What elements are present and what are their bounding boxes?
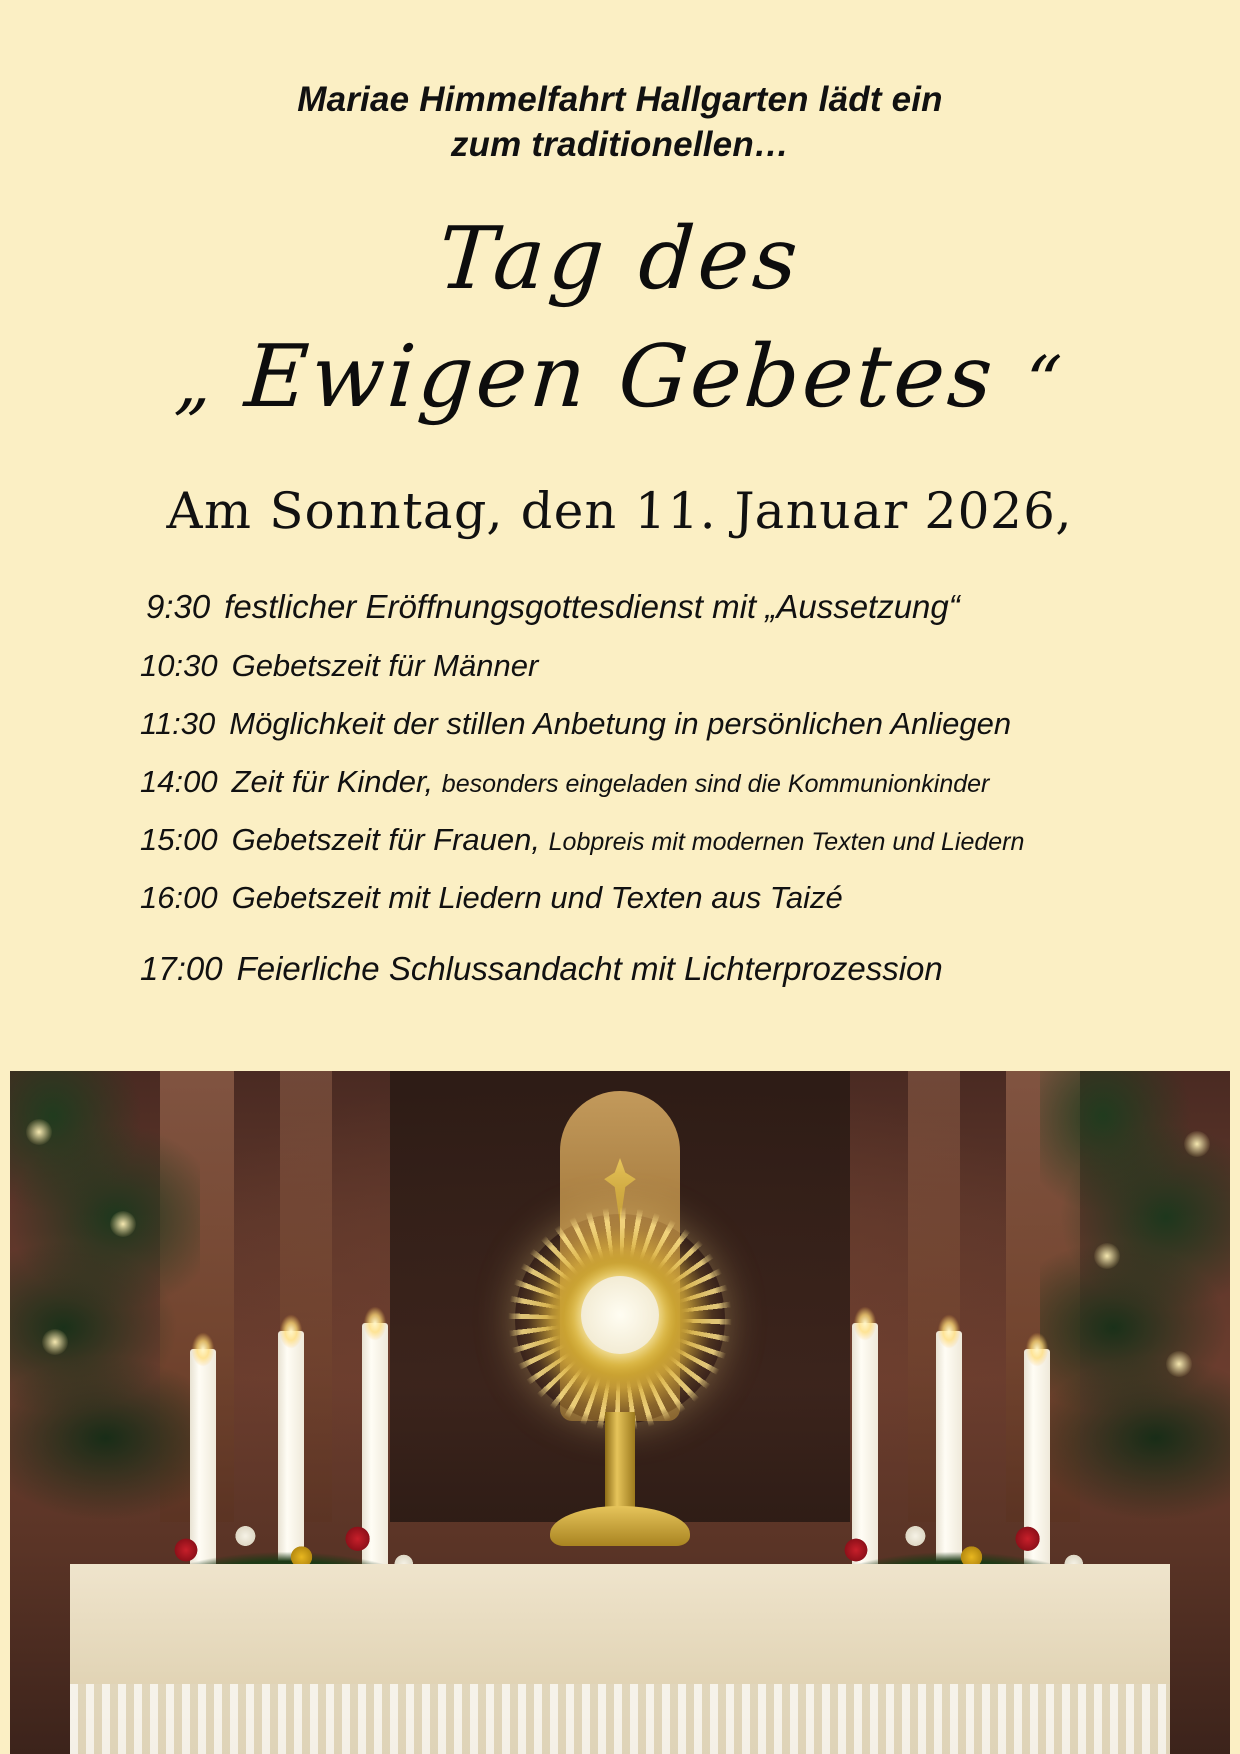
- monstrance-base: [550, 1506, 690, 1546]
- schedule-row: [140, 706, 1180, 742]
- schedule-description: Gebetszeit mit Liedern und Texten aus Taizé: [231, 880, 843, 916]
- schedule-description-sub: Lobpreis mit modernen Texten und Liedern: [548, 828, 1025, 857]
- schedule-description-main: Zeit für Kinder,: [231, 764, 434, 800]
- straw-star-icon: [1184, 1131, 1210, 1157]
- schedule-description: [232, 764, 990, 800]
- christmas-tree-left: [10, 1071, 200, 1521]
- candle-flame-icon: [1020, 1321, 1054, 1367]
- schedule-description: [232, 822, 1025, 858]
- straw-star-icon: [42, 1329, 68, 1355]
- christmas-tree-right: [1040, 1071, 1230, 1521]
- schedule-description-sub: besonders eingeladen sind die Kommunionkinder: [441, 770, 990, 799]
- schedule-row: [140, 588, 1180, 626]
- monstrance-host: [581, 1276, 659, 1354]
- schedule-time: 9:30: [146, 588, 211, 626]
- schedule-row: [140, 822, 1180, 858]
- schedule-list: [0, 588, 1240, 1010]
- quote-close: “: [1022, 340, 1067, 423]
- schedule-row: [140, 764, 1180, 800]
- altar-lace-trim: [70, 1684, 1170, 1754]
- schedule-description: Feierliche Schlussandacht mit Lichterprozession: [236, 950, 943, 988]
- schedule-time: 15:00: [140, 822, 218, 858]
- schedule-description: Gebetszeit für Männer: [231, 648, 539, 684]
- title-line-2: [0, 326, 1240, 427]
- schedule-row: [140, 880, 1180, 916]
- altar-photo: [10, 1071, 1230, 1754]
- straw-star-icon: [1094, 1243, 1120, 1269]
- candle-flame-icon: [274, 1303, 308, 1349]
- schedule-time: 11:30: [140, 706, 216, 742]
- candle-flame-icon: [358, 1295, 392, 1341]
- monstrance: [505, 1154, 735, 1574]
- schedule-time: 16:00: [140, 880, 218, 916]
- schedule-time: 10:30: [140, 648, 218, 684]
- monstrance-stem: [605, 1412, 635, 1512]
- title-main-text: Ewigen Gebetes: [241, 326, 999, 427]
- schedule-time: 14:00: [140, 764, 218, 800]
- altar-cloth: [70, 1564, 1170, 1754]
- invitation-line-1: Mariae Himmelfahrt Hallgarten lädt ein: [297, 80, 943, 119]
- schedule-time: 17:00: [140, 950, 223, 988]
- title-line-1: Tag des: [435, 208, 805, 309]
- schedule-row: [140, 648, 1180, 684]
- straw-star-icon: [26, 1119, 52, 1145]
- candle-flame-icon: [848, 1295, 882, 1341]
- invitation-text: [0, 78, 1240, 168]
- event-date: Am Sonntag, den 11. Januar 2026,: [165, 482, 1074, 541]
- schedule-description: Möglichkeit der stillen Anbetung in persönlichen Anliegen: [229, 706, 1012, 742]
- schedule-row: [140, 950, 1180, 988]
- photo-background: [10, 1071, 1230, 1754]
- straw-star-icon: [1166, 1351, 1192, 1377]
- straw-star-icon: [110, 1211, 136, 1237]
- invitation-line-2: zum traditionellen…: [450, 124, 790, 164]
- candle-flame-icon: [186, 1321, 220, 1367]
- quote-open: „: [172, 340, 218, 423]
- schedule-description-main: Gebetszeit für Frauen,: [231, 822, 541, 858]
- poster-title: [0, 168, 1240, 427]
- schedule-description: festlicher Eröffnungsgottesdienst mit „Aussetzung“: [224, 588, 960, 626]
- candle-flame-icon: [932, 1303, 966, 1349]
